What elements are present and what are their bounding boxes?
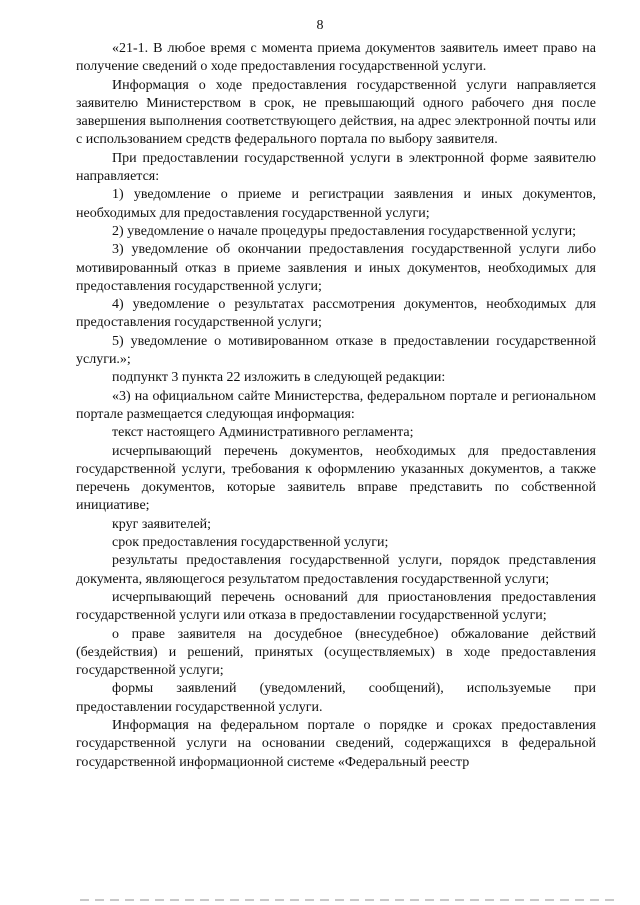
paragraph-21-1: «21-1. В любое время с момента приема документов заявитель имеет право на получение сведений о ходе предоставления государственной услуги.: [76, 41, 596, 75]
paragraph-subitem-3: «3) на официальном сайте Министерства, федеральном портале и региональном портале размещается следующая информация:: [76, 388, 596, 422]
info-item-applicants: круг заявителей;: [112, 516, 212, 532]
paragraph-amendment-instruction: подпункт 3 пункта 22 изложить в следующей редакции:: [112, 370, 446, 386]
info-item-grounds: исчерпывающий перечень оснований для приостановления предоставления государственной услуги или отказа в предоставлении государственной услуги;: [76, 589, 596, 624]
paragraph-electronic-form-intro: При предоставлении государственной услуги в электронной форме заявителю направляется:: [76, 150, 596, 185]
info-item-forms: формы заявлений (уведомлений, сообщений), используемые при предоставлении государственной услуги.: [76, 681, 596, 715]
list-item-4: 4) уведомление о результатах рассмотрения документов, необходимых для предоставления государственной услуги;: [76, 297, 596, 331]
info-item-regulation-text: текст настоящего Административного регламента;: [112, 425, 414, 441]
page-number: 8: [316, 18, 324, 33]
info-item-results: результаты предоставления государственной услуги, порядок представления документа, являющегося результатом предоставления государственной услуги;: [76, 553, 596, 587]
paragraph-federal-portal-info: Информация на федеральном портале о порядке и сроках предоставления государственной услуги на основании сведений, содержащихся в федеральной государственной информационной системе «Федеральный реестр: [76, 717, 596, 770]
list-item-5: 5) уведомление о мотивированном отказе в предоставлении государственной услуги.»;: [76, 333, 596, 368]
scan-edge-artifact: [80, 899, 620, 901]
document-body: [76, 40, 596, 772]
list-item-1: 1) уведомление о приеме и регистрации заявления и иных документов, необходимых для предоставления государственной услуги;: [76, 187, 596, 221]
info-item-term: срок предоставления государственной услуги;: [112, 535, 389, 551]
info-item-appeal-right: о праве заявителя на досудебное (внесудебное) обжалование действий (бездействия) и решений, принятых (осуществляемых) в ходе предоставления государственной услуги;: [76, 626, 596, 679]
paragraph-information-delivery: Информация о ходе предоставления государственной услуги направляется заявителю Министерством в срок, не превышающий одного рабочего дня после завершения выполнения соответствующего действия, на адрес электронной почты или с использованием средств федерального портала по выбору заявителя.: [76, 77, 596, 148]
list-item-2: 2) уведомление о начале процедуры предоставления государственной услуги;: [112, 223, 576, 239]
list-item-3: 3) уведомление об окончании предоставления государственной услуги либо мотивированный отказ в приеме заявления и иных документов, необходимых для предоставления государственной услуги;: [76, 242, 596, 294]
info-item-documents-list: исчерпывающий перечень документов, необходимых для предоставления государственной услуги, требования к оформлению указанных документов, а также перечень документов, которые заявитель вправе представить по собственной инициативе;: [76, 443, 596, 514]
